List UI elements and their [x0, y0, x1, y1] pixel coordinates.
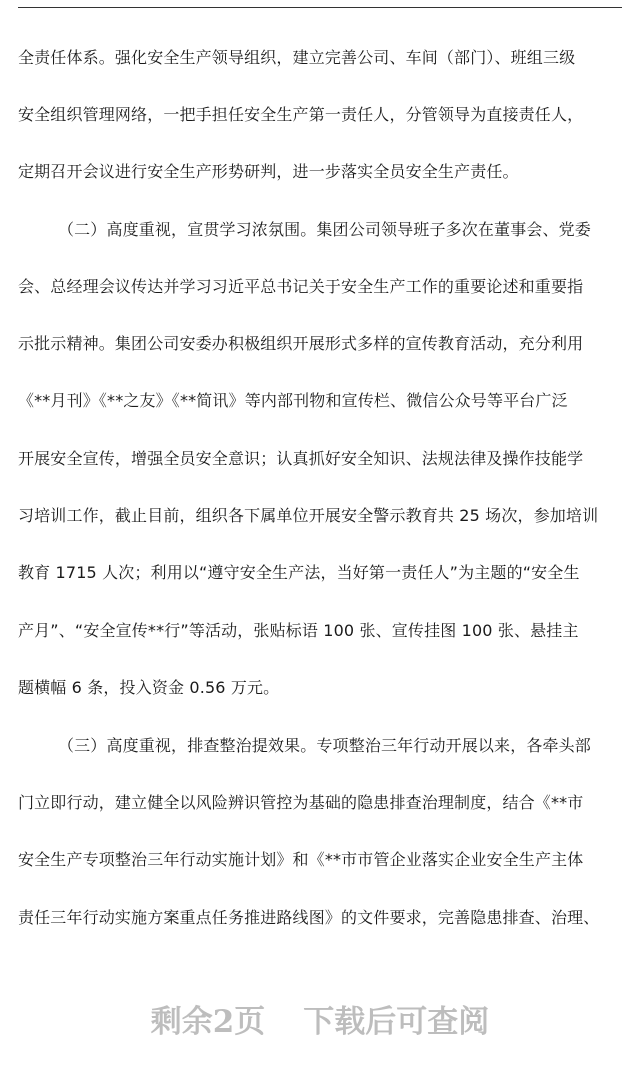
text-line: 门立即行动，建立健全以风险辨识管控为基础的隐患排查治理制度，结合《**市	[18, 793, 584, 812]
download-to-view-label[interactable]: 下载后可查阅	[303, 1004, 490, 1040]
paragraph-heading-2: （二）高度重视，宣贯学习浓氛围。集团公司领导班子多次在董事会、党委	[58, 220, 591, 239]
text-line: 示批示精神。集团公司安委办积极组织开展形式多样的宣传教育活动，充分利用	[18, 334, 584, 353]
text-line: 教育 1715 人次；利用以“遵守安全生产法，当好第一责任人”为主题的“安全生	[18, 563, 580, 582]
text-line: 题横幅 6 条，投入资金 0.56 万元。	[18, 678, 280, 697]
text-line: 责任三年行动实施方案重点任务推进路线图》的文件要求，完善隐患排查、治理、	[18, 908, 600, 927]
paragraph-heading-3: （三）高度重视，排查整治提效果。专项整治三年行动开展以来，各牵头部	[58, 736, 591, 755]
text-line: 全责任体系。强化安全生产领导组织，建立完善公司、车间（部门）、班组三级	[18, 48, 576, 67]
text-line: 开展安全宣传，增强全员安全意识；认真抓好安全知识、法规法律及操作技能学	[18, 449, 584, 468]
text-line: 会、总经理会议传达并学习习近平总书记关于安全生产工作的重要论述和重要指	[18, 277, 584, 296]
top-divider	[18, 7, 622, 8]
text-line: 习培训工作，截止目前，组织各下属单位开展安全警示教育共 25 场次，参加培训	[18, 506, 599, 525]
text-line: 安全组织管理网络，一把手担任安全生产第一责任人，分管领导为直接责任人，	[18, 105, 584, 124]
text-line: 产月”、“安全宣传**行”等活动，张贴标语 100 张、宣传挂图 100 张、悬挂主	[18, 621, 579, 640]
text-line: 《**月刊》《**之友》《**简讯》等内部刊物和宣传栏、微信公众号等平台广泛	[18, 391, 568, 410]
text-line: 定期召开会议进行安全生产形势研判，进一步落实全员安全生产责任。	[18, 162, 519, 181]
text-line: 安全生产专项整治三年行动实施计划》和《**市市管企业落实企业安全生产主体	[18, 850, 584, 869]
remaining-pages-label: 剩余2页	[150, 1004, 266, 1040]
download-prompt[interactable]	[0, 998, 640, 1046]
